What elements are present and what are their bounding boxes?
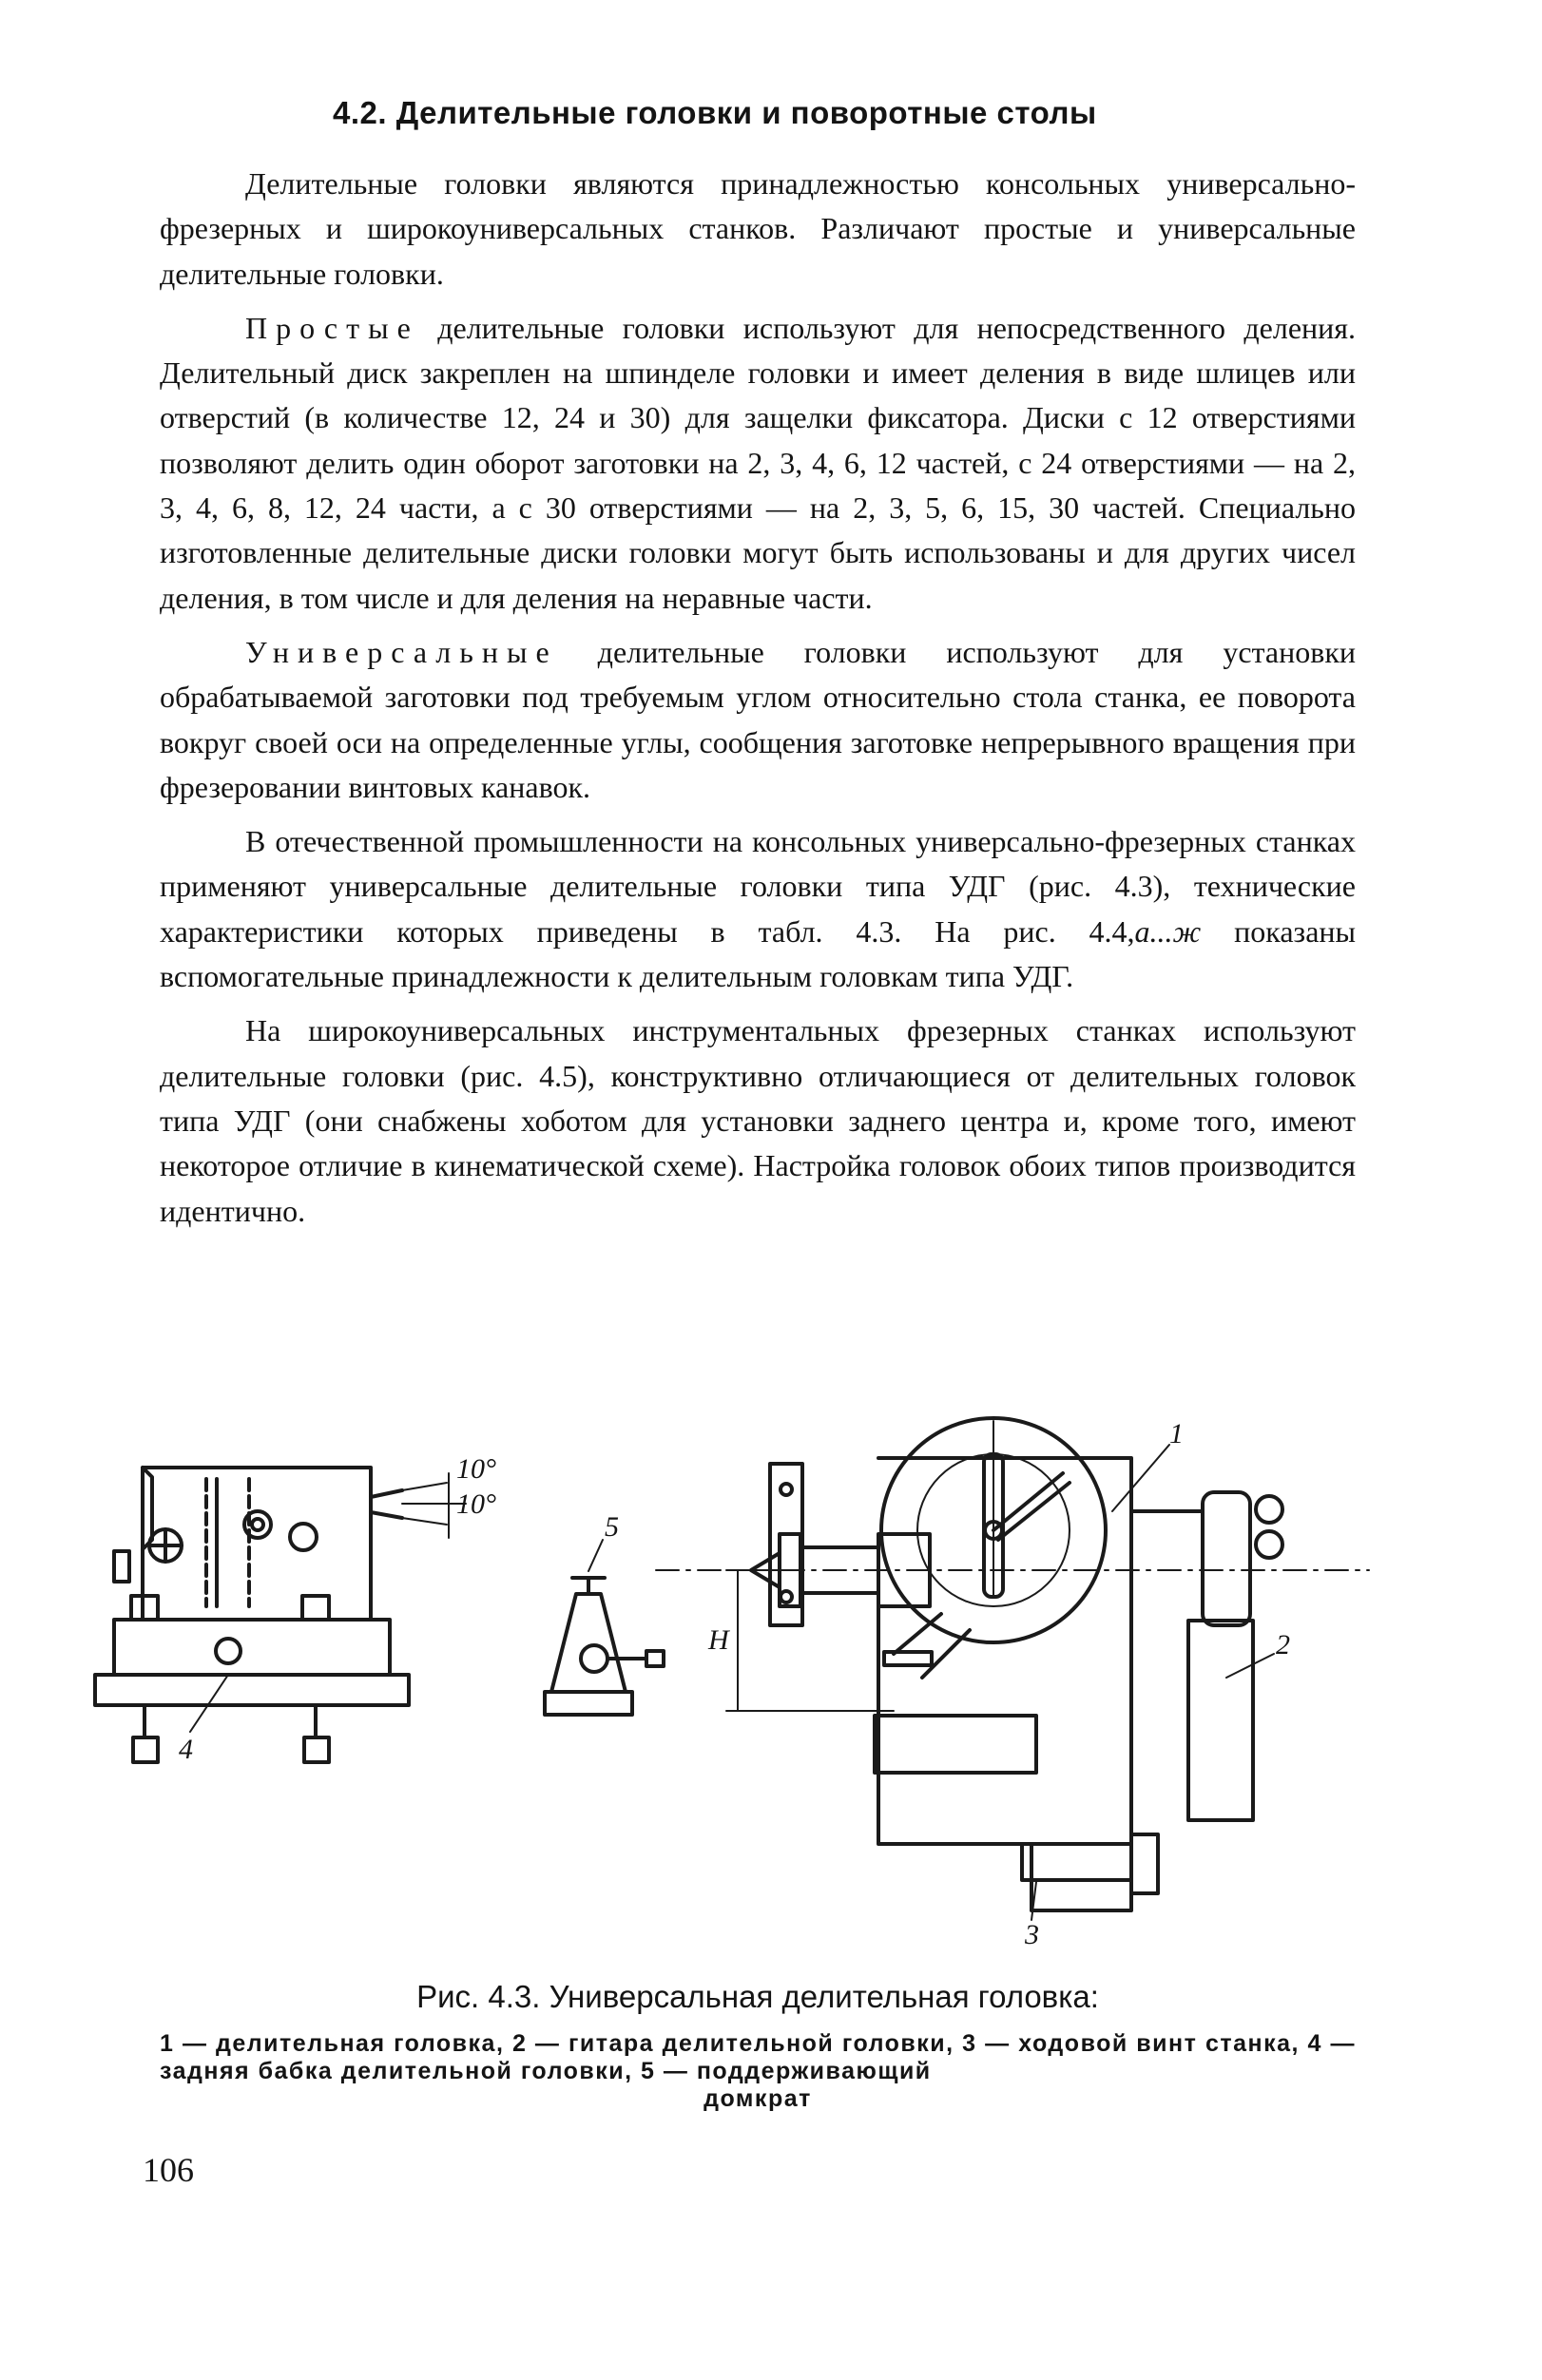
figure-caption-title: Рис. 4.3. Универсальная делительная головка: (416, 1979, 1099, 2014)
paragraph-simple-heads (160, 306, 1356, 621)
label-3: 3 (1025, 1919, 1039, 1950)
label-1: 1 (1169, 1418, 1184, 1449)
label-height: H (708, 1624, 729, 1656)
figure-subref: а...ж (1134, 913, 1202, 949)
figure-caption-legend (160, 2030, 1356, 2113)
paragraph-simple-text: делительные головки используют для непосредственного деления. Делительный диск закреплен на шпинделе головки и имеет деления в виде шлицев или отверстий (в количестве 12, 24 и 30) для защелки фиксатора. Диски с 12 отверстиями позволяют делить один оборот заготовки на 2, 3, 4, 6, 12 частей, с 24 отверстиями — на 2, 3, 4, 6, 8, 12, 24 части, а с 30 отверстиями — на 2, 3, 5, 6, 15, 30 частей. Специально изготовленные делительные диски головки могут быть использованы и для других чисел деления, в том числе и для деления на неравные части. (160, 310, 1357, 615)
label-angle-bottom: 10° (456, 1488, 496, 1520)
body-text (160, 162, 1356, 1243)
label-2: 2 (1276, 1629, 1290, 1660)
section-heading: 4.2. Делительные головки и поворотные столы (333, 95, 1097, 130)
figure-caption-legend-end: домкрат (704, 2085, 812, 2112)
jack-drawing (545, 1540, 664, 1715)
paragraph-universal-text: делительные головки используют для установки обрабатываемой заготовки под требуемым углом относительно стола станка, ее поворота вокруг своей оси на определенные углы, сообщения заготовке непрерывного вращения при фрезеровании винтовых канавок. (160, 634, 1357, 804)
label-5: 5 (605, 1511, 619, 1543)
paragraph-udg (160, 819, 1356, 999)
paragraph-universal-heads (160, 630, 1356, 810)
paragraph-intro: Делительные головки являются принадлежностью консольных универсально-фрезерных и широкоуниверсальных станков. Различают простые и универсальные делительные головки. (160, 166, 1356, 291)
paragraph-wide-universal: На широкоуниверсальных инструментальных фрезерных станках используют делительные головки (рис. 4.5), конструктивно отличающиеся от делительных головок типа УДГ (они снабжены хоботом для установки заднего центра и, кроме того, имеют некоторое отличие в кинематической схеме). Настройка головок обоих типов производится идентично. (160, 1013, 1356, 1228)
dividing-head-main (656, 1418, 1369, 1920)
figure-caption-legend-text: 1 — делительная головка, 2 — гитара делительной головки, 3 — ходовой винт станка, 4 — задняя бабка делительной головки, 5 — поддерживающий (160, 2030, 1356, 2084)
term-universal: Универсальные (245, 634, 558, 669)
dividing-head-drawing (171, 1418, 1407, 1977)
paragraph-udg-text-b: показаны вспомогательные принадлежности к делительным головкам типа УДГ. (160, 913, 1357, 994)
figure-dividing-head (171, 1418, 1407, 1977)
paragraph-udg-text-a: В отечественной промышленности на консольных универсально-фрезерных станках применяют универсальные делительные головки типа УДГ (рис. 4.3), технические характеристики которых приведены в табл. 4.3. На рис. 4.4, (160, 824, 1356, 949)
page-number: 106 (143, 2151, 194, 2189)
label-4: 4 (179, 1734, 193, 1765)
tailstock-drawing (95, 1468, 409, 1762)
label-angle-top: 10° (456, 1453, 496, 1485)
term-simple: Простые (245, 310, 419, 345)
